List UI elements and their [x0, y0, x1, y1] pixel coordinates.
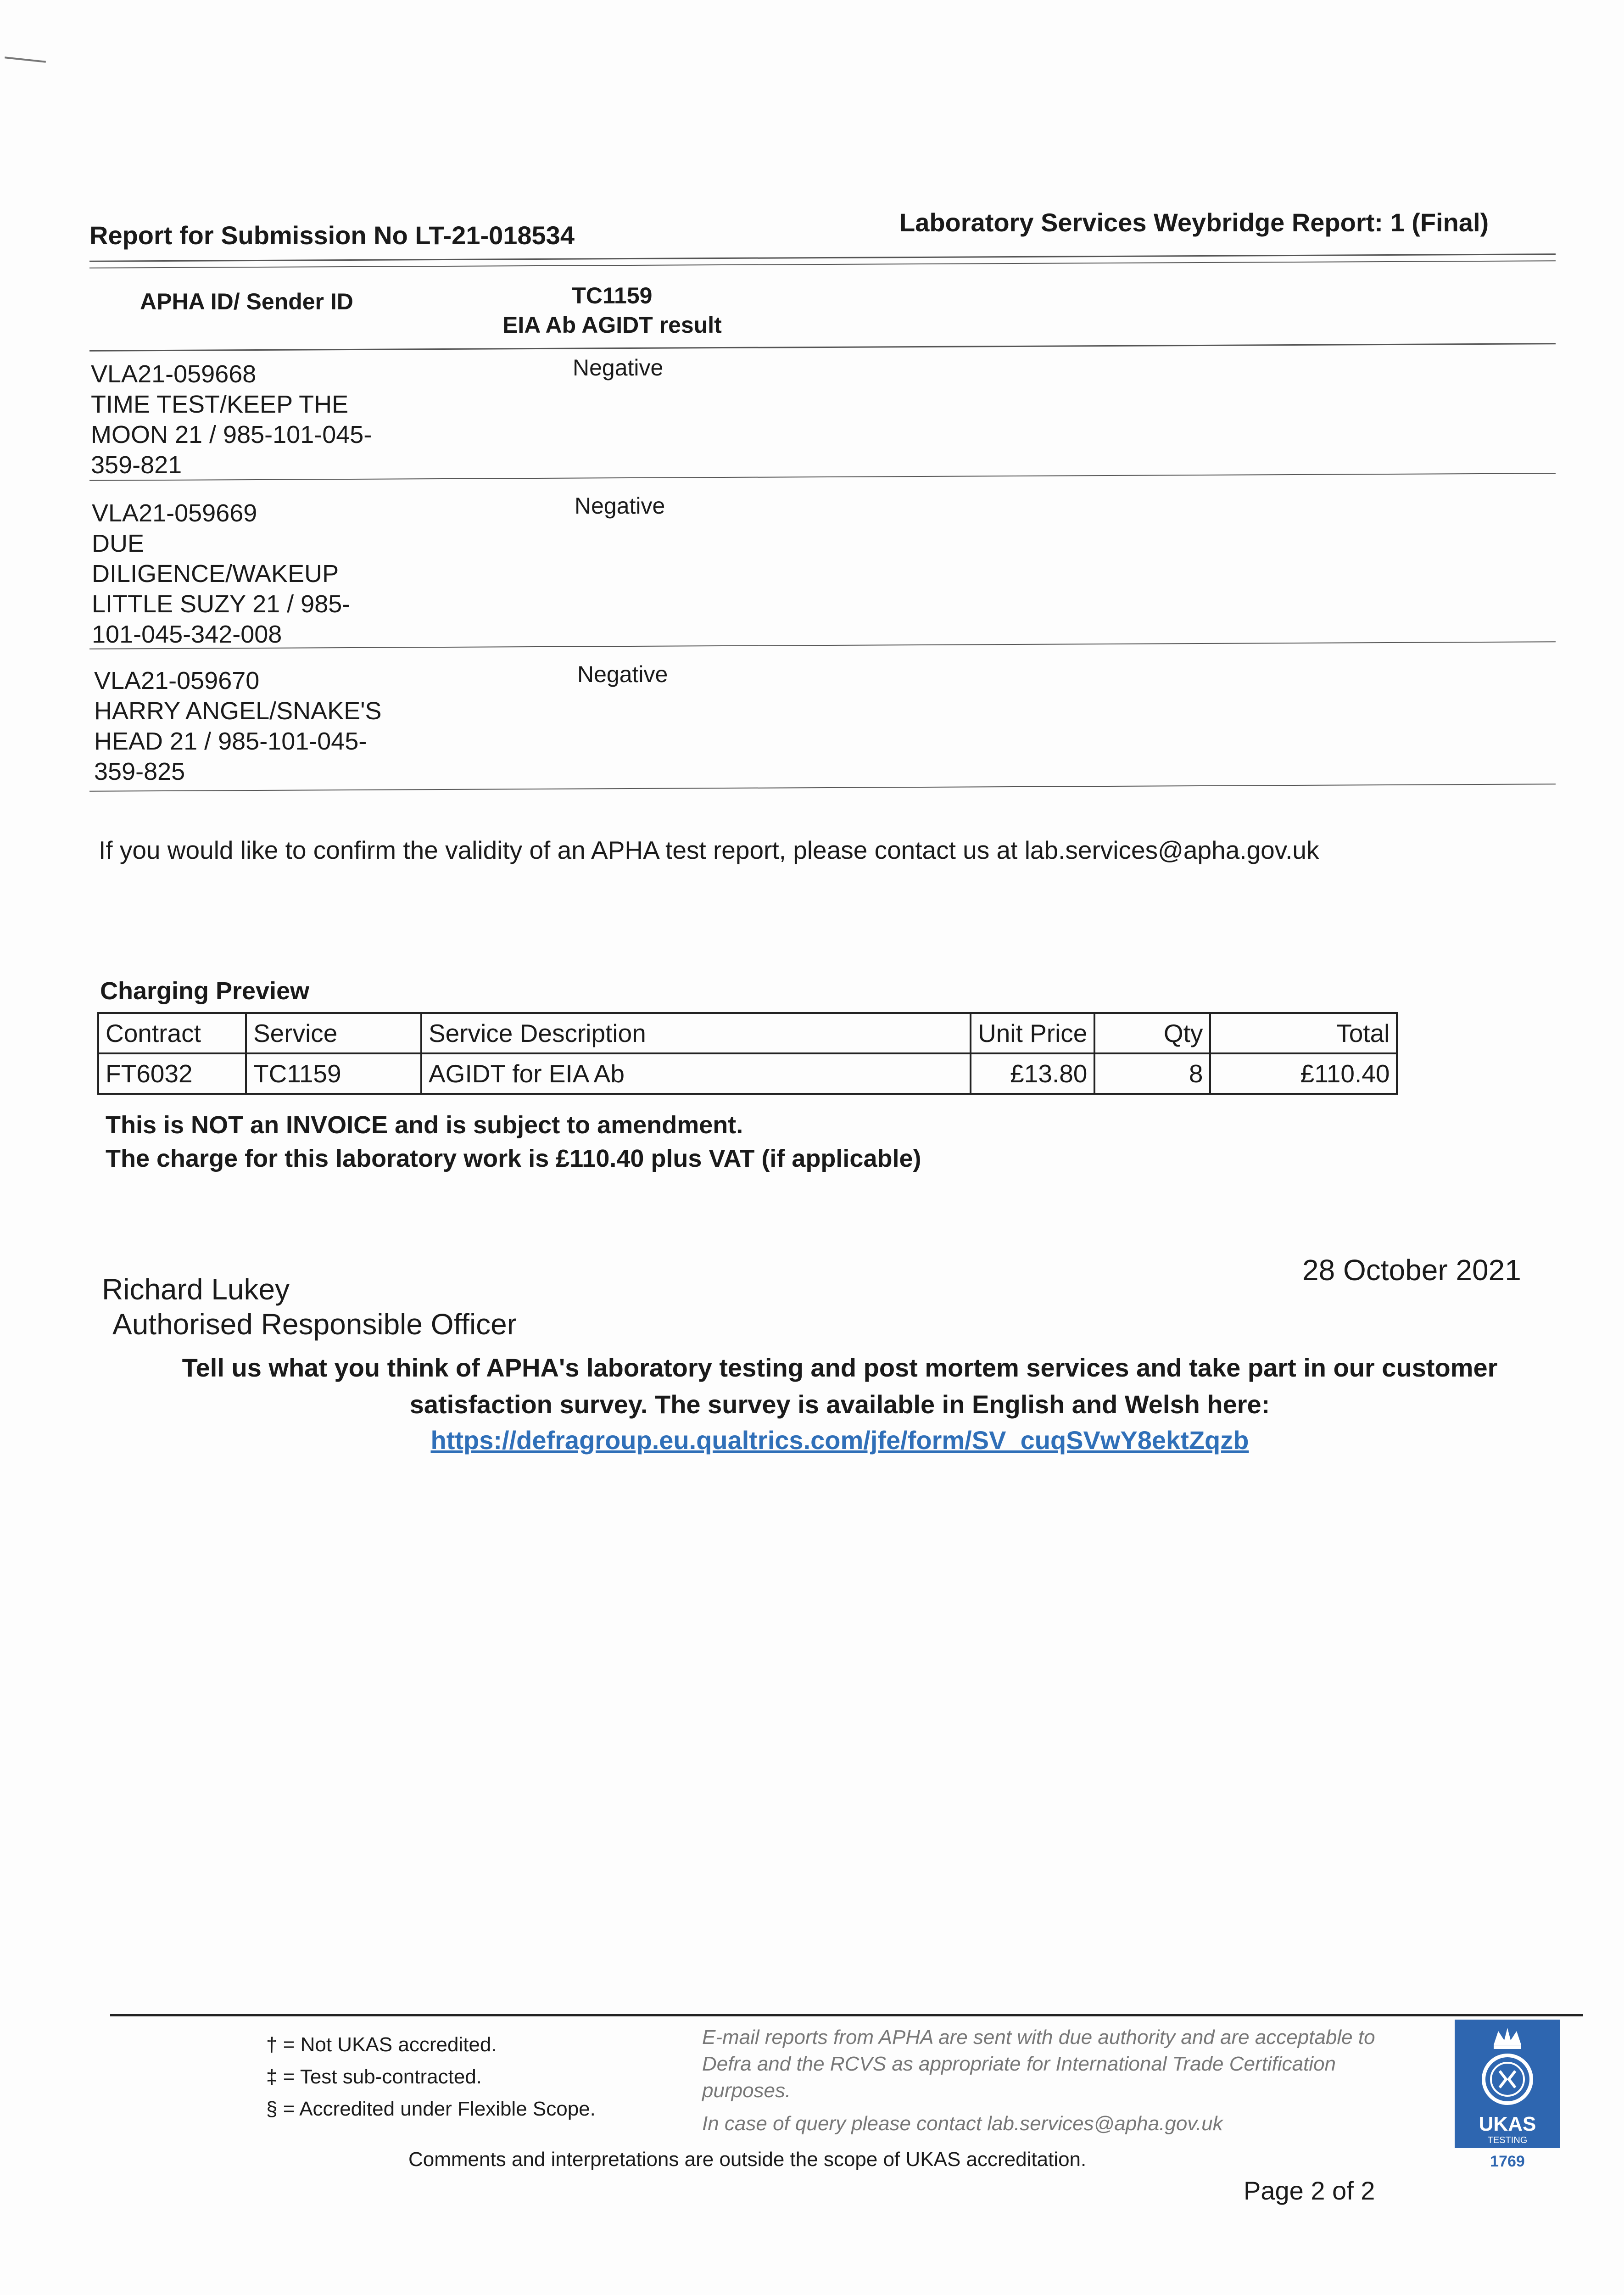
charging-preview-title: Charging Preview [100, 977, 310, 1005]
legend-not-accredited: † = Not UKAS accredited. [266, 2033, 497, 2056]
row-2-line-4: LITTLE SUZY 21 / 985- [92, 590, 351, 618]
td-total: £110.40 [1210, 1053, 1397, 1094]
row-2-line-3: DILIGENCE/WAKEUP [92, 560, 339, 588]
th-description: Service Description [421, 1013, 971, 1053]
result-row-3-id [94, 666, 443, 787]
td-description: AGIDT for EIA Ab [421, 1053, 971, 1094]
header-rule [89, 253, 1556, 262]
ukas-testing-label: TESTING [1487, 2135, 1528, 2145]
row-2-line-2: DUE [92, 530, 145, 557]
td-service: TC1159 [246, 1053, 421, 1094]
page-number: Page 2 of 2 [1244, 2176, 1375, 2205]
email-report-note [702, 2024, 1400, 2137]
accreditation-legend [266, 2029, 596, 2125]
result-row-3-value: Negative [577, 661, 668, 687]
row-3-line-1: VLA21-059670 [94, 667, 260, 694]
crown-roundel-icon [1455, 2020, 1560, 2111]
ukas-label: UKAS [1479, 2113, 1536, 2135]
result-row-2-id [92, 498, 441, 649]
signatory-name: Richard Lukey [102, 1273, 290, 1306]
ukas-scope-note: Comments and interpretations are outside the scope of UKAS accreditation. [408, 2148, 1087, 2171]
result-row-2-value: Negative [575, 493, 665, 519]
td-qty: 8 [1094, 1053, 1210, 1094]
col-header-test-code: TC1159 [572, 283, 653, 308]
scan-artifact [5, 56, 46, 62]
row-1-line-3: MOON 21 / 985-101-045- [91, 421, 372, 448]
validity-contact-note: If you would like to confirm the validity of an APHA test report, please contact us at lab.services@apha.gov.uk [99, 836, 1319, 864]
th-contract: Contract [98, 1013, 246, 1053]
email-authority-note: E-mail reports from APHA are sent with due authority and are acceptable to Defra and the RCVS as appropriate for International Trade Certification purposes. [702, 2026, 1375, 2102]
row-3-line-2: HARRY ANGEL/SNAKE'S [94, 697, 382, 725]
report-date: 28 October 2021 [1302, 1254, 1521, 1287]
charge-amount-notice: The charge for this laboratory work is £110.40 plus VAT (if applicable) [106, 1145, 921, 1172]
survey-invitation: Tell us what you think of APHA's laboratory testing and post mortem services and take part in our customer satisfaction survey. The survey is available in English and Welsh here: [182, 1353, 1498, 1419]
td-unit-price: £13.80 [971, 1053, 1094, 1094]
row-2-line-5: 101-045-342-008 [92, 621, 282, 648]
th-unit-price: Unit Price [971, 1013, 1094, 1053]
row-1-line-1: VLA21-059668 [91, 360, 257, 388]
not-invoice-notice: This is NOT an INVOICE and is subject to amendment. [106, 1111, 743, 1139]
ukas-logo [1455, 2020, 1560, 2148]
row-3-line-3: HEAD 21 / 985-101-045- [94, 728, 367, 755]
charging-data-row [98, 1053, 1397, 1094]
charging-header-row [98, 1013, 1397, 1053]
legend-flexible-scope: § = Accredited under Flexible Scope. [266, 2098, 596, 2120]
survey-link[interactable]: https://defragroup.eu.qualtrics.com/jfe/form/SV_cuqSVwY8ektZqzb [430, 1426, 1249, 1455]
row-1-line-4: 359-821 [91, 451, 182, 479]
footer-rule [110, 2014, 1583, 2016]
ukas-number: 1769 [1490, 2153, 1525, 2170]
th-qty: Qty [1094, 1013, 1210, 1053]
charging-table [97, 1012, 1398, 1095]
td-contract: FT6032 [98, 1053, 246, 1094]
signatory-role: Authorised Responsible Officer [112, 1308, 517, 1341]
lab-report-title: Laboratory Services Weybridge Report: 1 (Final) [899, 208, 1489, 237]
th-service: Service [246, 1013, 421, 1053]
row-2-line-1: VLA21-059669 [92, 499, 257, 527]
col-header-id: APHA ID/ Sender ID [140, 289, 353, 314]
col-header-test [502, 281, 722, 340]
table-header-rule [89, 343, 1556, 352]
header-rule-2 [89, 260, 1556, 269]
row-3-line-4: 359-825 [94, 758, 185, 785]
query-contact-note: In case of query please contact lab.services@apha.gov.uk [702, 2112, 1223, 2135]
submission-title: Report for Submission No LT-21-018534 [89, 221, 575, 250]
result-row-1-id [91, 359, 440, 480]
th-total: Total [1210, 1013, 1397, 1053]
legend-subcontracted: ‡ = Test sub-contracted. [266, 2066, 482, 2088]
result-row-1-value: Negative [573, 355, 664, 381]
col-header-test-name: EIA Ab AGIDT result [502, 312, 722, 338]
row-1-line-2: TIME TEST/KEEP THE [91, 391, 349, 418]
